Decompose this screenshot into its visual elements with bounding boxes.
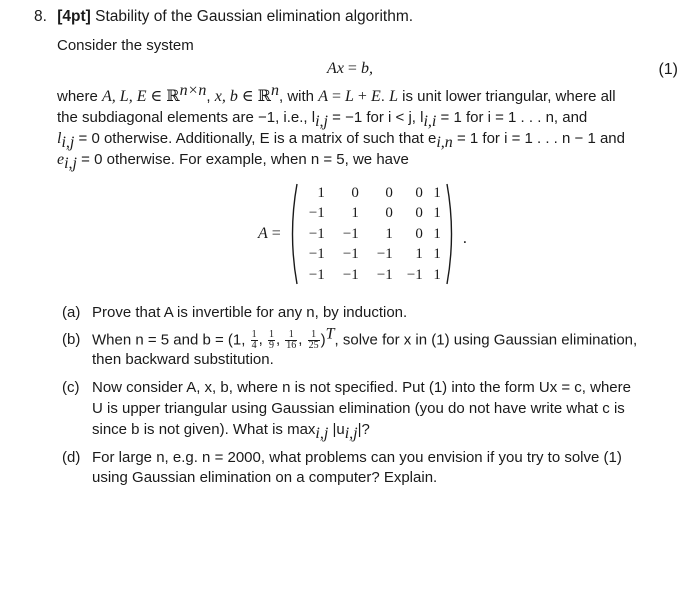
part-a xyxy=(62,303,407,323)
matrix-cell: −1 xyxy=(342,225,359,242)
math-run: ∈ ℝ xyxy=(237,88,272,105)
matrix-cell: −1 xyxy=(308,266,325,283)
problem-title: Stability of the Gaussian elimination algorithm. xyxy=(95,8,414,25)
matrix-cell: 1 xyxy=(433,184,441,201)
math-sub: i,j xyxy=(315,113,328,130)
math-sub: i,j xyxy=(344,425,358,442)
equation-1 xyxy=(0,60,700,78)
paragraph-line-2 xyxy=(57,108,587,128)
matrix-cell: 1 xyxy=(433,205,441,221)
matrix-cell: 1 xyxy=(317,184,325,201)
left-paren-icon xyxy=(287,182,299,286)
text-run: = −1 for i < j, l xyxy=(327,109,424,126)
math-sub: i,j xyxy=(61,134,75,151)
part-c-line-1 xyxy=(62,378,631,398)
math-run: l xyxy=(57,130,62,147)
part-a-label: (a) xyxy=(62,304,81,321)
equation-lhs: Ax xyxy=(327,60,344,77)
math-run: = xyxy=(327,88,346,105)
matrix-cell: 0 xyxy=(415,184,423,201)
math-run: L xyxy=(345,88,354,105)
text-run: Now consider A, x, b, where n is not specified. Put (1) into the form Ux = c, where xyxy=(92,379,631,396)
fraction-numerator: 1 xyxy=(285,330,297,341)
part-d-line-1 xyxy=(62,448,622,468)
part-c-label: (c) xyxy=(62,379,80,396)
part-b-line-1 xyxy=(62,325,638,351)
text-run: , solve for x in (1) using Gaussian elimination, xyxy=(334,331,638,349)
math-run: x, b xyxy=(214,88,238,105)
fraction xyxy=(251,330,258,351)
matrix-cell: 1 xyxy=(433,225,441,242)
matrix-cell: 1 xyxy=(415,246,423,262)
text-run: When n = 5 and b = (1, xyxy=(92,331,250,349)
fraction xyxy=(268,330,275,351)
fraction-numerator: 1 xyxy=(268,329,274,340)
problem-number: 8. xyxy=(34,8,47,25)
matrix-lhs xyxy=(258,225,281,243)
math-run: + xyxy=(353,88,371,105)
fraction xyxy=(285,330,297,351)
text-run: = 1 for i = 1 . . . n − 1 and xyxy=(452,130,625,147)
text-run: where xyxy=(57,88,103,105)
matrix-cell: 1 xyxy=(433,266,441,283)
fraction-denominator: 16 xyxy=(286,340,297,351)
part-d-line-2: using Gaussian elimination on a computer? Explain. xyxy=(92,469,438,486)
math-run: L xyxy=(389,88,398,105)
matrix-cell: −1 xyxy=(376,266,393,283)
matrix-cell: 1 xyxy=(351,205,359,221)
matrix-cell: 0 xyxy=(415,205,423,221)
problem-heading xyxy=(34,7,413,27)
fraction-numerator: 1 xyxy=(308,330,320,341)
fraction-separator: , xyxy=(298,331,307,349)
math-sup: n xyxy=(271,82,280,99)
part-c-line-2: U is upper triangular using Gaussian elimination (you do not have write what c is xyxy=(92,400,625,417)
math-sub: i,i xyxy=(423,113,437,130)
text-run: |u xyxy=(328,421,345,438)
math-sub: i,j xyxy=(315,425,329,442)
matrix-cell: −1 xyxy=(308,225,325,242)
matrix-equals: = xyxy=(267,225,281,242)
matrix-cell: 1 xyxy=(433,246,441,262)
matrix-cell: 1 xyxy=(385,225,393,242)
text-run: For large n, e.g. n = 2000, what problems can you envision if you try to solve (1) xyxy=(92,449,622,466)
text-run: = 0 otherwise. Additionally, E is a matrix of such that e xyxy=(74,130,437,147)
fraction xyxy=(308,330,320,351)
fraction-denominator: 25 xyxy=(308,340,319,351)
fraction-separator: , xyxy=(258,331,267,349)
fraction-numerator: 1 xyxy=(251,329,257,340)
math-sub: i,n xyxy=(436,134,453,151)
fraction-separator: , xyxy=(275,331,285,349)
matrix-cell: 0 xyxy=(351,184,359,201)
paragraph-line-3 xyxy=(57,129,625,149)
text-run: , xyxy=(206,88,215,105)
math-run: E xyxy=(370,88,381,105)
paragraph-line-4 xyxy=(57,150,409,170)
matrix-cell: −1 xyxy=(342,246,359,262)
matrix-cell: 0 xyxy=(385,205,393,221)
math-run: A xyxy=(318,88,328,105)
b-fraction-list xyxy=(250,329,321,351)
math-sub: i,j xyxy=(64,155,77,172)
text-run: , with xyxy=(279,88,319,105)
example-matrix xyxy=(258,180,467,288)
part-d-label: (d) xyxy=(62,449,81,466)
problem-points: [4pt] xyxy=(57,8,91,25)
matrix-grid xyxy=(299,183,445,286)
part-c-line-3 xyxy=(92,420,370,440)
paragraph-line-1 xyxy=(57,82,616,107)
matrix-cell: 0 xyxy=(385,184,393,201)
math-run: ∈ ℝ xyxy=(146,88,180,105)
matrix-lhs-symbol: A xyxy=(258,225,268,242)
matrix-cell: 0 xyxy=(415,225,423,242)
matrix-cell: −1 xyxy=(406,266,423,283)
part-a-text: Prove that A is invertible for any n, by induction. xyxy=(92,304,408,321)
intro-text: Consider the system xyxy=(57,37,194,54)
text-run: . xyxy=(380,88,390,105)
math-run: A, L, E xyxy=(102,88,147,105)
matrix-cell: −1 xyxy=(308,205,325,221)
matrix-cell: −1 xyxy=(376,246,393,262)
part-b-label: (b) xyxy=(62,331,81,349)
right-paren-icon xyxy=(445,182,457,286)
fraction-denominator: 9 xyxy=(268,340,274,351)
matrix-cell: −1 xyxy=(308,246,325,262)
matrix-trailing-period: . xyxy=(462,230,467,247)
math-run: e xyxy=(57,151,65,168)
text-run: is unit lower triangular, where all xyxy=(397,88,616,105)
text-run: since b is not given). What is max xyxy=(92,421,316,438)
math-sup: T xyxy=(325,325,335,343)
math-sup: n×n xyxy=(179,82,207,99)
equation-rhs: b, xyxy=(360,60,373,77)
text-run: = 0 otherwise. For example, when n = 5, we have xyxy=(77,151,409,168)
fraction-denominator: 4 xyxy=(251,340,257,351)
text-run: |? xyxy=(357,421,370,438)
text-run: = 1 for i = 1 . . . n, and xyxy=(436,109,588,126)
part-b-line-2: then backward substitution. xyxy=(92,351,274,368)
equation-label: (1) xyxy=(658,61,678,78)
text-run: ) xyxy=(320,331,326,349)
equation-eq: = xyxy=(343,60,361,77)
matrix-cell: −1 xyxy=(342,266,359,283)
text-run: the subdiagonal elements are −1, i.e., l xyxy=(57,109,316,126)
